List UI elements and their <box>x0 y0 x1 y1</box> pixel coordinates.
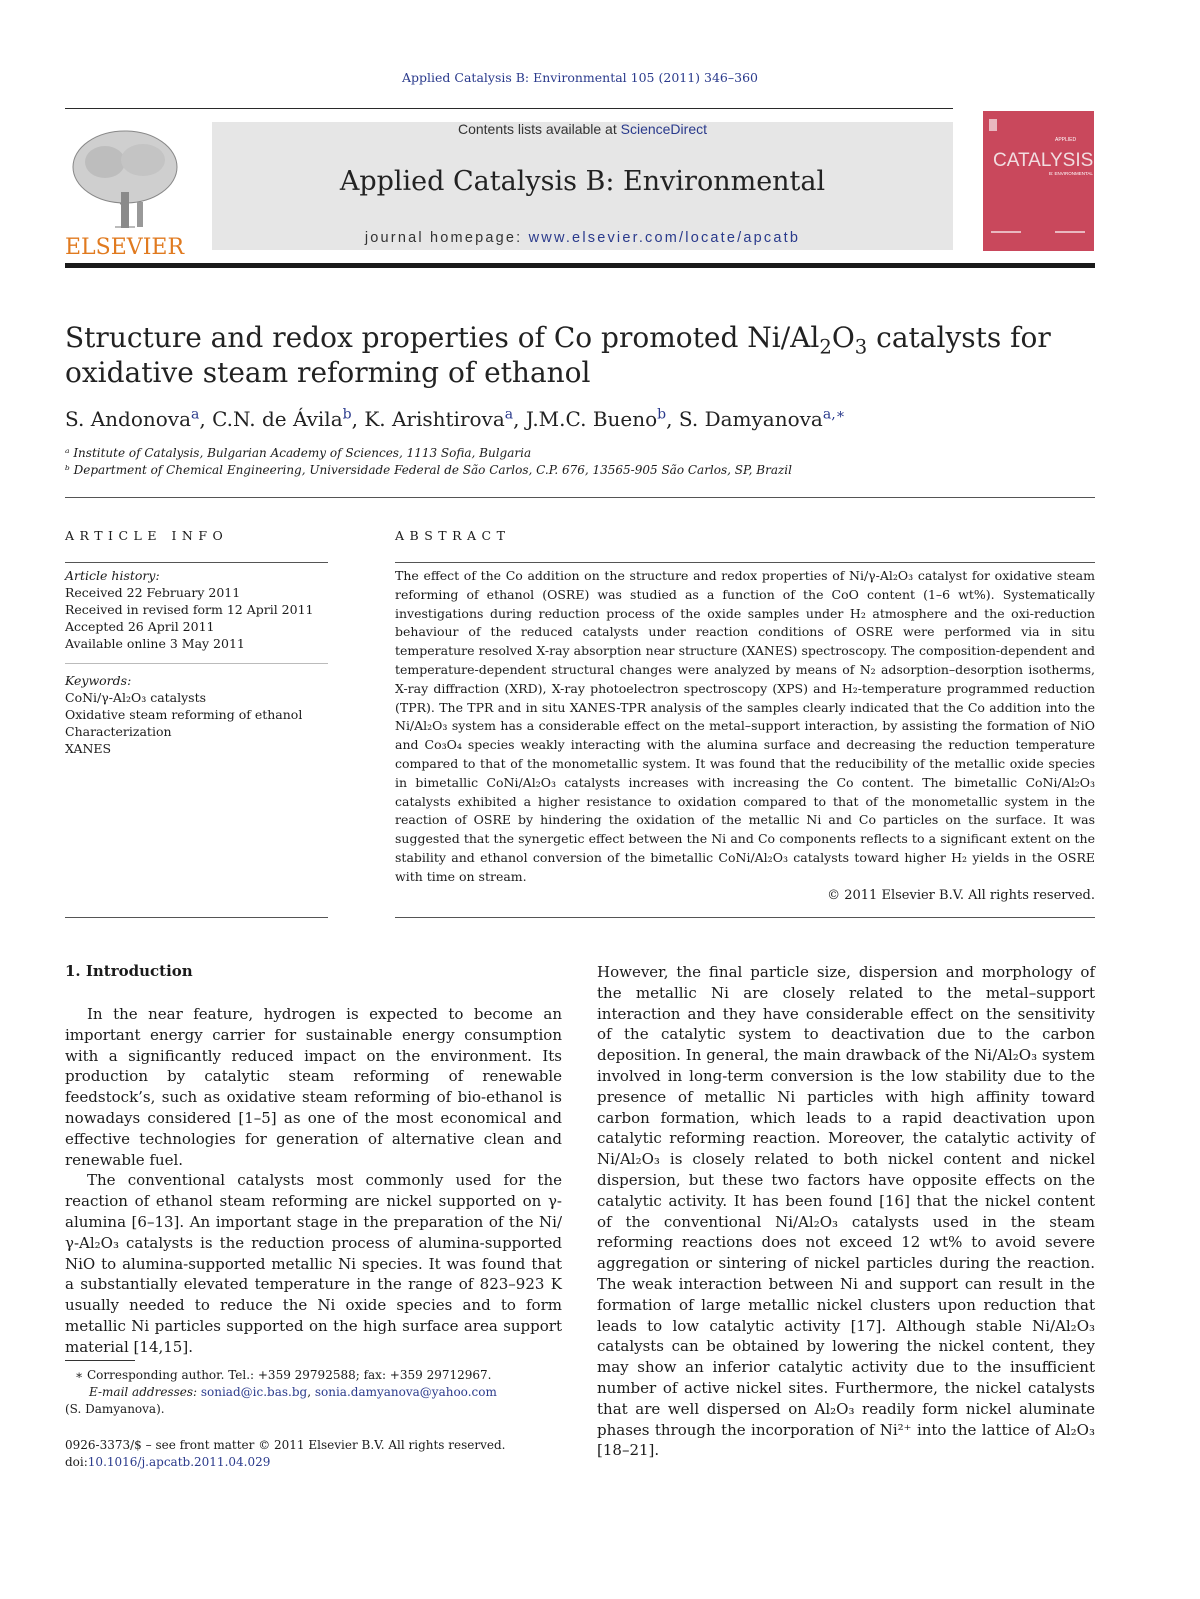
affiliation-a: ᵃ Institute of Catalysis, Bulgarian Academy of Sciences, 1113 Sofia, Bulgaria <box>65 446 532 460</box>
author-list: S. Andonova$^a$, C.N. de Ávila$^b$, K. Arishtirova$^a$, J.M.C. Bueno$^b$, S. Damyanova$^{a,∗}$ <box>65 406 846 431</box>
abstract-heading: ABSTRACT <box>395 528 511 543</box>
doi-label: doi: <box>65 1455 88 1469</box>
email-owner: (S. Damyanova). <box>65 1402 165 1416</box>
journal-cover <box>983 111 1094 251</box>
author-name: J.M.C. Bueno <box>525 407 658 431</box>
keyword-item: XANES <box>65 741 112 756</box>
affiliations <box>65 445 792 479</box>
footnote-rule <box>65 1360 135 1361</box>
svg-text:ELSEVIER: ELSEVIER <box>65 235 185 257</box>
author-name: C.N. de Ávila <box>212 407 343 431</box>
history-item: Received in revised form 12 April 2011 <box>65 602 314 617</box>
history-item: Accepted 26 April 2011 <box>65 619 215 634</box>
homepage-prefix: journal homepage: <box>364 230 529 246</box>
author-name: S. Damyanova <box>678 407 823 431</box>
title-sub-1: 2 <box>819 335 832 359</box>
abstract-copyright: © 2011 Elsevier B.V. All rights reserved. <box>827 888 1095 903</box>
abstract-text: The effect of the Co addition on the structure and redox properties of Ni/γ-Al₂O₃ catalyst for oxidative steam reforming of ethanol (OSRE) was studied as a function of the CoO content (1–6 wt%). Systematically investigations during reduction process of the oxide samples under H₂ atmosphere and the oxi-reduction behaviour of the reduced catalysts under reaction conditions of OSRE were performed via in situ temperature resolved X-ray absorption near structure (XANES) spectroscopy. The composition-dependent and temperature-dependent structural changes were analyzed by means of N₂ adsorption–desorption isotherms, X-ray diffraction (XRD), X-ray photoelectron spectroscopy (XPS) and H₂-temperature programmed reduction (TPR). The TPR and in situ XANES-TPR analysis of the samples clearly indicated that the Co addition into the Ni/Al₂O₃ system has a considerable effect on the metal–support interaction, by assisting the formation of NiO and Co₃O₄ species weakly interacting with the alumina surface and decreasing the reduction temperature compared to that of the monometallic system. It was found that the reducibility of the metallic oxide species in bimetallic CoNi/Al₂O₃ catalysts increases with increasing the Co content. The bimetallic CoNi/Al₂O₃ catalysts exhibited a higher resistance to oxidation compared to that of the monometallic system in the reaction of OSRE by hindering the oxidation of the metallic Ni and Co particles on the surface. It was suggested that the synergetic effect between the Ni and Co components reflects to a significant extent on the stability and ethanol conversion of the bimetallic CoNi/Al₂O₃ catalysts toward higher H₂ yields in the OSRE with time on stream. <box>395 568 1095 884</box>
svg-text:APPLIED: APPLIED <box>1055 137 1077 143</box>
keyword-item: Oxidative steam reforming of ethanol <box>65 707 303 722</box>
body-column-right <box>597 962 1095 1461</box>
info-rule-top <box>65 562 328 563</box>
author-affiliation-mark[interactable]: a,∗ <box>822 406 846 423</box>
article-info-heading: ARTICLE INFO <box>65 528 229 543</box>
author-affiliation-mark[interactable]: b <box>342 406 352 423</box>
history-label: Article history: <box>65 568 160 583</box>
keywords <box>65 672 302 757</box>
article-title <box>65 320 1095 390</box>
footnote: ∗ Corresponding author. Tel.: +359 29792588; fax: +359 29712967. E-mail addresses: soniad@ic.bas.bg, sonia.damyanova@yahoo.com (S. Damyanova). <box>65 1368 497 1416</box>
email-link[interactable]: soniad@ic.bas.bg <box>200 1385 308 1399</box>
history-item: Available online 3 May 2011 <box>65 636 245 651</box>
keyword-item: CoNi/γ-Al₂O₃ catalysts <box>65 690 207 705</box>
author-name: K. Arishtirova <box>364 407 505 431</box>
svg-text:CATALYSIS: CATALYSIS <box>993 150 1094 171</box>
author-affiliation-mark[interactable]: b <box>657 406 667 423</box>
author-name: S. Andonova <box>65 407 192 431</box>
author-affiliation-mark[interactable]: a <box>504 406 514 423</box>
article-history <box>65 567 314 652</box>
homepage-link[interactable]: www.elsevier.com/locate/apcatb <box>528 230 801 246</box>
affiliation-b: ᵇ Department of Chemical Engineering, Universidade Federal de São Carlos, C.P. 676, 13565-905 São Carlos, SP, Brazil <box>65 463 792 477</box>
info-rule-bottom <box>65 917 328 918</box>
section-heading-introduction: 1. Introduction <box>65 962 193 980</box>
abstract-rule-top <box>395 562 1095 563</box>
corresponding-author-note: ∗ Corresponding author. Tel.: +359 29792588; fax: +359 29712967. <box>75 1368 492 1382</box>
keywords-label: Keywords: <box>65 673 132 688</box>
contents-prefix: Contents lists available at <box>457 121 621 137</box>
page-footer <box>65 1437 505 1471</box>
abstract-rule-bottom <box>395 917 1095 918</box>
cover-image <box>983 111 1094 251</box>
keyword-item: Characterization <box>65 724 172 739</box>
email-label: E-mail addresses: <box>89 1385 201 1399</box>
email-link[interactable]: sonia.damyanova@yahoo.com <box>314 1385 497 1399</box>
doi-link[interactable]: 10.1016/j.apcatb.2011.04.029 <box>87 1455 271 1469</box>
body-paragraph: In the near feature, hydrogen is expected to become an important energy carrier for sustainable energy consumption with a significantly reduced impact on the environment. Its production by catalytic steam reforming of renewable feedstock’s, such as oxidative steam reforming of bio-ethanol is nowadays considered [1–5] as one of the most economical and effective technologies for generation of alternative clean and renewable fuel. <box>65 1005 562 1169</box>
journal-homepage <box>212 230 953 246</box>
body-column-left <box>65 1004 562 1358</box>
title-sub-2: 3 <box>854 335 868 359</box>
affiliation-rule <box>65 497 1095 498</box>
body-paragraph: The conventional catalysts most commonly used for the reaction of ethanol steam reforming are nickel supported on γ-alumina [6–13]. An important stage in the preparation of the Ni/γ-Al₂O₃ catalysts is the reduction process of alumina-supported NiO to alumina-supported metallic Ni species. It was found that a substantially elevated temperature in the range of 823–923 K usually needed to reduce the Ni oxide species and to form metallic Ni particles supported on the high surface area support material [14,15]. <box>65 1171 562 1356</box>
title-text-2: catalysts for oxidative steam reforming of ethanol <box>65 321 1051 389</box>
title-text-o: O <box>831 321 855 354</box>
contents-line <box>212 121 953 137</box>
body-paragraph: However, the final particle size, dispersion and morphology of the metallic Ni are closely related to the metal–support interaction and they have considerable effect on the sensitivity of the catalytic system to deactivation due to the carbon deposition. In general, the main drawback of the Ni/Al₂O₃ system involved in long-term conversion is the low stability due to the presence of metallic Ni particles with high affinity toward carbon formation, which leads to a rapid deactivation upon catalytic reforming reaction. Moreover, the catalytic activity of Ni/Al₂O₃ is closely related to both nickel content and nickel dispersion, but these two factors have opposite effects on the catalytic activity. It has been found [16] that the nickel content of the conventional Ni/Al₂O₃ catalysts used in the steam reforming reactions does not exceed 12 wt% to avoid severe aggregation or sintering of nickel particles during the reaction. The weak interaction between Ni and support can result in the formation of large metallic nickel clusters upon reduction that leads to low catalytic activity [17]. Although stable Ni/Al₂O₃ catalysts can be obtained by lowering the nickel content, they may show an inferior catalytic activity due to the insufficient number of active nickel sites. Furthermore, the nickel catalysts that are well dispersed on Al₂O₃ readily form nickel aluminate phases through the incorporation of Ni²⁺ into the lattice of Al₂O₃ [18–21]. <box>597 963 1095 1460</box>
author-affiliation-mark[interactable]: a <box>191 406 200 423</box>
history-item: Received 22 February 2011 <box>65 585 241 600</box>
journal-citation[interactable]: Applied Catalysis B: Environmental 105 (2011) 346–360 <box>402 70 758 85</box>
journal-title: Applied Catalysis B: Environmental <box>339 166 826 197</box>
elsevier-tree-icon <box>65 122 185 257</box>
svg-text:B: ENVIRONMENTAL: B: ENVIRONMENTAL <box>1049 171 1093 176</box>
title-text-1: Structure and redox properties of Co promoted Ni/Al <box>65 321 820 354</box>
sciencedirect-link[interactable]: ScienceDirect <box>620 121 707 137</box>
issn-line: 0926-3373/$ – see front matter © 2011 Elsevier B.V. All rights reserved. <box>65 1438 506 1452</box>
elsevier-logo <box>65 122 185 257</box>
header-thick-rule <box>65 263 1095 268</box>
header-rule <box>65 108 953 109</box>
info-rule-mid <box>65 663 328 664</box>
